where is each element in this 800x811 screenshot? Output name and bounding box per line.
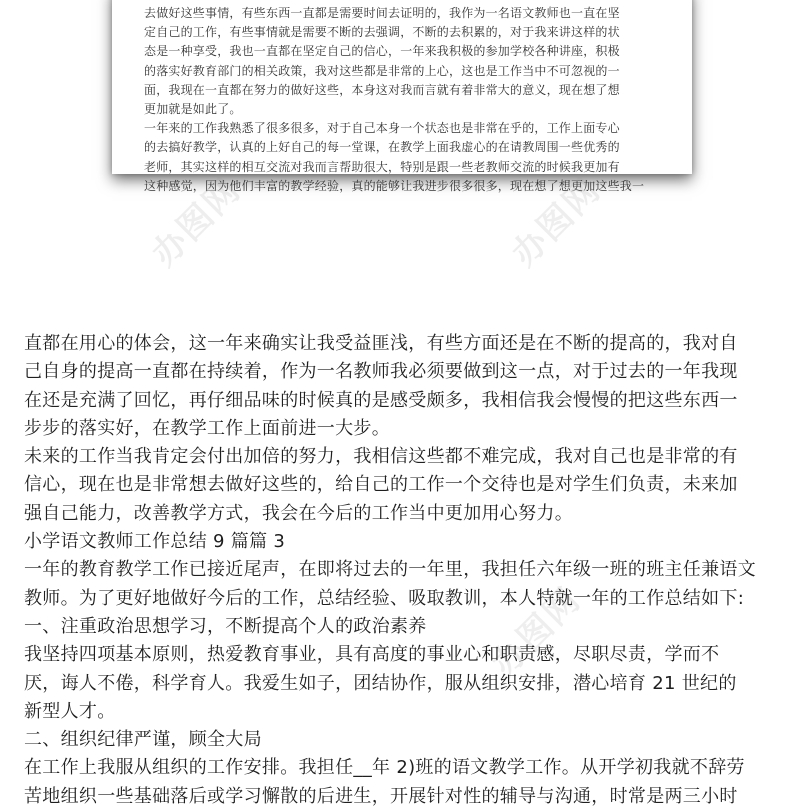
doc-line: 我坚持四项基本原则，热爱教育事业，具有高度的事业心和职责感，尽职尽责，学而不: [24, 644, 720, 666]
scan-line: 更加就是如此了。: [144, 102, 242, 117]
watermark: 办图网: [484, 579, 589, 685]
scan-line: 定自己的工作，有些事情就是需要不断的去强调，不断的去积累的，对于我来讲这样的状: [144, 25, 620, 40]
section-title: 小学语文教师工作总结 9 篇篇 3: [24, 531, 286, 553]
doc-line: 厌，诲人不倦，科学育人。我爱生如子，团结协作，服从组织安排，潜心培育 21 世纪的: [24, 672, 737, 694]
watermark: 办图网: [144, 169, 249, 275]
scanned-page-preview: [112, 0, 692, 193]
document-body: [24, 330, 782, 811]
doc-line: 信心，现在也是非常想去做好这些的，给自己的工作一个交待也是对学生们负责，未来加: [24, 474, 738, 496]
doc-line: 己自身的提高一直都在持续着，作为一名教师我必须要做到这一点，对于过去的一年我现: [24, 361, 738, 383]
scan-line: 态是一种享受，我也一直都在坚定自己的信心，一年来我积极的参加学校各种讲座，积极: [144, 44, 620, 59]
doc-line: 在还是充满了回忆，再仔细品味的时候真的是感受颇多，我相信我会慢慢的把这些东西一: [24, 389, 738, 411]
doc-line: 教师。为了更好地做好今后的工作，总结经验、吸取教训，本人特就一年的工作总结如下:: [24, 587, 745, 609]
doc-line: 未来的工作当我肯定会付出加倍的努力，我相信这些都不难完成，我对自己也是非常的有: [24, 446, 738, 468]
scan-line: 去做好这些事情，有些东西一直都是需要时间去证明的，我作为一名语文教师也一直在坚: [144, 6, 620, 20]
doc-line: 一年的教育教学工作已接近尾声，在即将过去的一年里，我担任六年级一班的班主任兼语文: [24, 559, 756, 581]
section-heading: 二、组织纪律严谨，顾全大局: [24, 729, 262, 751]
doc-line: 苦地组织一些基础落后或学习懈散的后进生，开展针对性的辅导与沟通，时常是两三小时: [24, 785, 738, 807]
scan-line: 一年来的工作我熟悉了很多很多，对于自己本身一个状态也是非常在乎的，工作上面专心: [144, 121, 620, 136]
doc-line: 强自己能力，改善教学方式，我会在今后的工作当中更加用心努力。: [24, 502, 573, 524]
section-heading: 一、注重政治思想学习，不断提高个人的政治素养: [24, 615, 427, 637]
scan-line: 的去搞好教学，认真的上好自己的每一堂课，在教学上面我虚心的在请教周围一些优秀的: [144, 140, 620, 155]
doc-line: 新型人才。: [24, 700, 116, 722]
doc-line: 直都在用心的体会，这一年来确实让我受益匪浅，有些方面还是在不断的提高的，我对自: [24, 333, 738, 354]
scan-line: 面，我现在一直都在努力的做好这些，本身这对我而言就有着非常大的意义，现在想了想: [144, 82, 620, 97]
scan-line: 老师，其实这样的相互交流对我而言帮助很大，特别是跟一些老教师交流的时候我更加有: [144, 159, 620, 174]
doc-line: 步步的落实好，在教学工作上面前进一大步。: [24, 417, 390, 439]
scanned-page-text: [112, 4, 692, 196]
doc-line: 在工作上我服从组织的工作安排。我担任__年 2)班的语文教学工作。从开学初我就不辞劳: [24, 757, 745, 779]
watermark: 办图网: [504, 169, 609, 275]
scan-line: 这种感觉，因为他们丰富的教学经验，真的能够让我进步很多很多，现在想了想更加这些我一: [144, 178, 645, 193]
scan-line: 的落实好教育部门的相关政策，我对这些都是非常的上心，这也是工作当中不可忽视的一: [144, 63, 620, 78]
